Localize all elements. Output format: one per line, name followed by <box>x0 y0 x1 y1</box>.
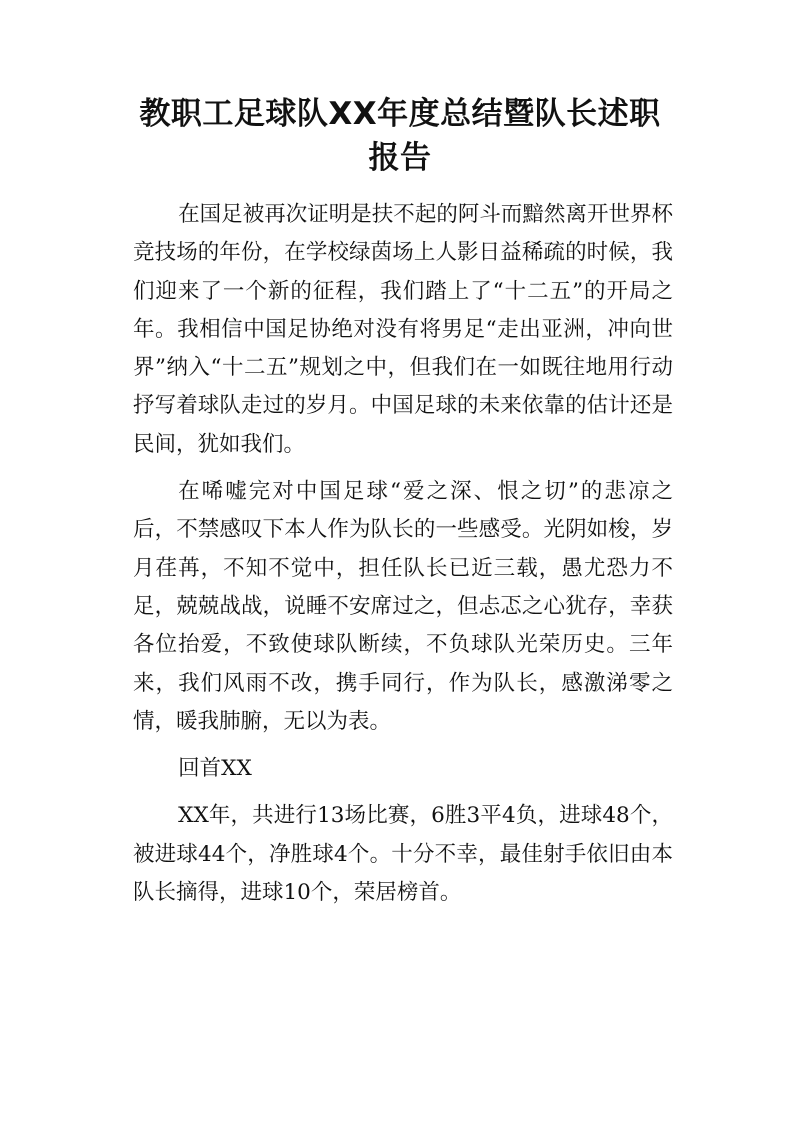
document-title <box>120 92 680 180</box>
paragraph-season-stats: XX年，共进行13场比赛，6胜3平4负，进球48个，被进球44个，净胜球4个。十分不幸，最佳射手依旧由本队长摘得，进球10个，荣居榜首。 <box>133 803 673 906</box>
section-heading-review: 回首XX <box>178 756 252 782</box>
paragraph-intro: 在国足被再次证明是扶不起的阿斗而黯然离开世界杯竞技场的年份，在学校绿茵场上人影日益稀疏的时候，我们迎来了一个新的征程，我们踏上了“十二五”的开局之年。我相信中国足协绝对没有将男足“走出亚洲，冲向世界”纳入“十二五”规划之中，但我们在一如既往地用行动抒写着球队走过的岁月。中国足球的未来依靠的估计还是民间，犹如我们。 <box>133 202 673 457</box>
title-line-2: 报告 <box>368 140 432 176</box>
paragraph-captain-reflection: 在唏嘘完对中国足球“爱之深、恨之切”的悲凉之后，不禁感叹下本人作为队长的一些感受。光阴如梭，岁月荏苒，不知不觉中，担任队长已近三载，愚尤恐力不足，兢兢战战，说睡不安席过之，但忐忑之心犹存，幸获各位抬爱，不致使球队断续，不负球队光荣历史。三年来，我们风雨不改，携手同行，作为队长，感激涕零之情，暖我肺腑，无以为表。 <box>133 479 673 734</box>
document-body <box>133 196 673 921</box>
title-line-1: 教职工足球队XX年度总结暨队长述职 <box>139 96 661 132</box>
